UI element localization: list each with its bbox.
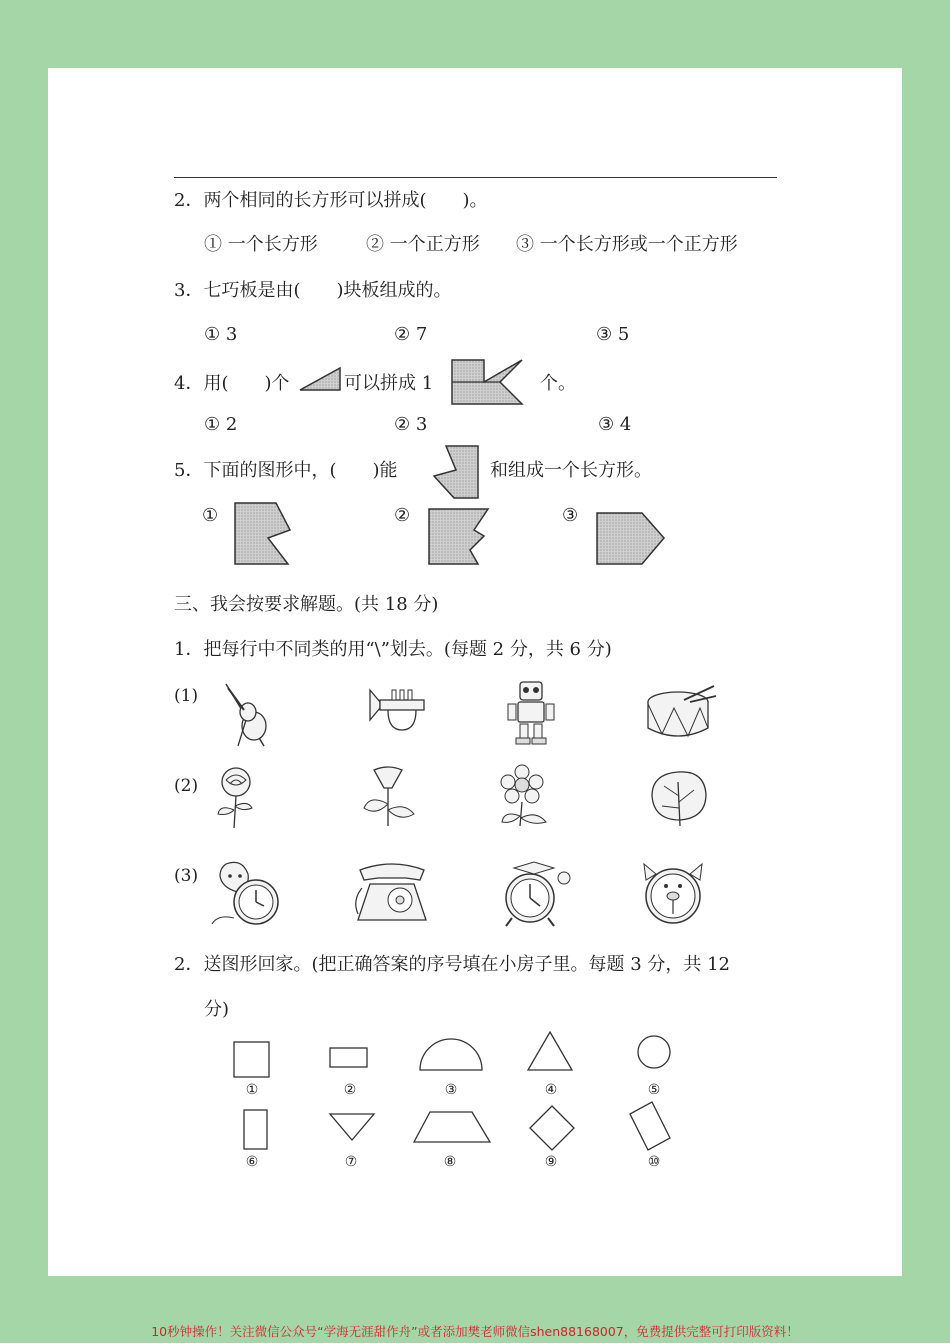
row-3-label: (3) — [174, 866, 199, 886]
q5-option-2-shape[interactable] — [426, 506, 492, 568]
q4-text-b: 可以拼成 1 — [344, 373, 434, 394]
shape-number-6: ⑥ — [245, 1154, 259, 1170]
row-1-label: (1) — [174, 686, 199, 706]
row-2-label: (2) — [174, 776, 199, 796]
q5-option-1-shape[interactable] — [232, 500, 294, 568]
q5-option-3-shape[interactable] — [594, 510, 668, 568]
section3-title: 三、我会按要求解题。(共 18 分) — [174, 594, 439, 615]
q4-option-1[interactable]: ① 2 — [204, 414, 238, 435]
shape-number-1: ① — [245, 1082, 259, 1098]
header-rule — [174, 177, 777, 178]
shape-tilted-rectangle[interactable] — [626, 1100, 674, 1152]
s3-q2-text-cont: 分) — [204, 999, 230, 1020]
clock-cat-icon[interactable] — [208, 858, 284, 930]
q2-option-1[interactable]: ① 一个长方形 — [204, 234, 318, 255]
q4-option-2[interactable]: ② 3 — [394, 414, 428, 435]
q4-text-a: 4．用( )个 — [174, 373, 290, 394]
q3-option-2[interactable]: ② 7 — [394, 324, 428, 345]
shape-number-10: ⑩ — [647, 1154, 661, 1170]
q2-text: 2．两个相同的长方形可以拼成( )。 — [174, 190, 488, 211]
robot-icon[interactable] — [506, 678, 556, 746]
pig-clock-icon[interactable] — [636, 860, 710, 926]
shape-rectangle-horizontal[interactable] — [328, 1046, 370, 1070]
rose-icon[interactable] — [212, 764, 262, 830]
s3-q1-text: 1．把每行中不同类的用“\”划去。(每题 2 分，共 6 分) — [174, 639, 612, 660]
q5-text-a: 5．下面的图形中，( )能 — [174, 460, 398, 481]
q5-option-3-label[interactable]: ③ — [562, 505, 579, 526]
shape-triangle[interactable] — [526, 1030, 574, 1072]
footer-promo-text: 10秒钟操作！关注微信公众号“学海无涯甜作舟”或者添加樊老师微信shen88168007，免费提供完整可打印版资料！ — [151, 1324, 799, 1339]
q3-option-1[interactable]: ① 3 — [204, 324, 238, 345]
shape-number-9: ⑨ — [544, 1154, 558, 1170]
q4-text-c: 个。 — [540, 373, 576, 394]
q3-option-3[interactable]: ③ 5 — [596, 324, 630, 345]
leaf-icon[interactable] — [646, 766, 710, 828]
shape-number-4: ④ — [544, 1082, 558, 1098]
q5-option-1-label[interactable]: ① — [202, 505, 219, 526]
q4-option-3[interactable]: ③ 4 — [598, 414, 632, 435]
shape-number-7: ⑦ — [344, 1154, 358, 1170]
shape-number-2: ② — [343, 1082, 357, 1098]
q5-text-b: 和组成一个长方形。 — [490, 460, 652, 481]
q3-text: 3．七巧板是由( )块板组成的。 — [174, 280, 452, 301]
q2-option-3[interactable]: ③ 一个长方形或一个正方形 — [516, 234, 738, 255]
shape-number-5: ⑤ — [647, 1082, 661, 1098]
telephone-icon[interactable] — [350, 858, 434, 926]
q2-option-2[interactable]: ② 一个正方形 — [366, 234, 480, 255]
q5-target-shape-icon — [432, 444, 482, 500]
composite-shape-icon — [448, 358, 528, 408]
shape-number-8: ⑧ — [443, 1154, 457, 1170]
shape-square[interactable] — [232, 1040, 272, 1080]
violin-icon[interactable] — [218, 680, 278, 748]
shape-rectangle-vertical[interactable] — [242, 1108, 270, 1152]
morning-glory-icon[interactable] — [360, 764, 418, 830]
triangle-piece-icon — [298, 366, 344, 392]
shape-number-3: ③ — [444, 1082, 458, 1098]
alarm-clock-icon[interactable] — [500, 860, 574, 930]
shape-circle[interactable] — [636, 1034, 672, 1070]
shape-inverted-triangle[interactable] — [328, 1112, 376, 1142]
drum-icon[interactable] — [644, 684, 718, 742]
shape-diamond[interactable] — [528, 1104, 576, 1152]
flower-icon[interactable] — [496, 764, 550, 830]
shape-semicircle[interactable] — [418, 1038, 484, 1072]
s3-q2-text: 2．送图形回家。(把正确答案的序号填在小房子里。每题 3 分，共 12 — [174, 954, 730, 975]
q5-option-2-label[interactable]: ② — [394, 505, 411, 526]
trumpet-icon[interactable] — [366, 686, 430, 734]
shape-trapezoid[interactable] — [412, 1110, 492, 1144]
